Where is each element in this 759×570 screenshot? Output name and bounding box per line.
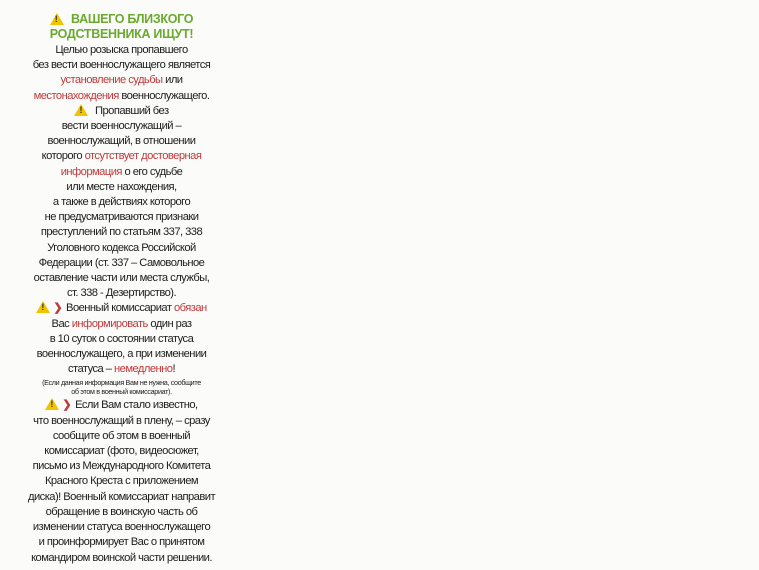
highlight-no-info: отсутствует достоверная — [84, 150, 202, 163]
definition-line: военнослужащий, в отношении — [47, 135, 196, 148]
intro-paragraph — [14, 43, 229, 104]
commissariat-line: статуса – — [67, 363, 115, 376]
captivity-line: что военнослужащий в плену, – сразу — [33, 414, 210, 427]
definition-line: оставление части или места службы, — [33, 272, 210, 285]
definition-line: ст. 338 - Дезертирство). — [66, 287, 177, 300]
warning-icon — [50, 13, 64, 25]
captivity-line: сообщите об этом в военный — [52, 429, 191, 442]
definition-line: Федерации (ст. 337 – Самовольное — [38, 256, 205, 269]
highlight-fate: установление судьбы — [60, 74, 163, 87]
commissariat-line: ! — [172, 363, 176, 376]
commissariat-line: один раз — [147, 317, 192, 330]
captivity-line: комиссариат (фото, видеосюжет, — [44, 445, 199, 458]
captivity-paragraph — [14, 398, 229, 565]
definition-line: которого — [41, 150, 85, 163]
captivity-line: изменении статуса военнослужащего — [32, 521, 211, 534]
highlight-inform: информировать — [71, 317, 148, 330]
highlight-immediately: немедленно — [114, 363, 173, 376]
captivity-line: Если Вам стало известно, — [75, 399, 198, 412]
definition-line: о его судьбе — [121, 165, 183, 178]
highlight-obliged: обязан — [173, 302, 207, 315]
definition-line: Пропавший без — [95, 104, 169, 117]
warning-icon — [74, 104, 88, 116]
definition-paragraph — [14, 104, 229, 302]
definition-line: а также в действиях которого — [52, 196, 191, 209]
highlight-information: информация — [60, 165, 122, 178]
intro-line: военнослужащего. — [118, 89, 210, 102]
arrow-icon: ❯ — [62, 399, 72, 412]
heading-line-1: ВАШЕГО БЛИЗКОГО — [70, 12, 194, 26]
note-line: об этом в военный комиссариат). — [71, 387, 172, 397]
definition-line: Уголовного кодекса Российской — [47, 241, 196, 254]
commissariat-line: Вас — [51, 317, 72, 330]
intro-line: Целью розыска пропавшего — [55, 44, 188, 56]
heading-line-2: РОДСТВЕННИКА ИЩУТ! — [49, 27, 194, 41]
heading — [14, 12, 229, 42]
captivity-line: и проинформирует Вас о принятом — [38, 536, 205, 549]
captivity-line: диска)! Военный комиссариат направит — [27, 490, 216, 503]
commissariat-line: Военный комиссариат — [66, 302, 174, 315]
definition-line: или месте нахождения, — [66, 180, 177, 193]
note-line: (Если данная информация Вам не нужна, сообщите — [42, 378, 201, 388]
captivity-line: обращение в воинскую часть об — [45, 505, 198, 518]
captivity-line: письмо из Международного Комитета — [32, 460, 211, 473]
definition-line: преступлений по статьям 337, 338 — [40, 226, 203, 239]
intro-line: без вести военнослужащего является — [32, 59, 211, 72]
commissariat-line: в 10 суток о состоянии статуса — [49, 332, 194, 345]
commissariat-paragraph — [14, 301, 229, 377]
warning-icon — [45, 398, 59, 410]
warning-icon — [36, 301, 50, 313]
definition-line: вести военнослужащий – — [61, 120, 182, 133]
arrow-icon: ❯ — [53, 302, 63, 315]
commissariat-note — [14, 378, 229, 396]
commissariat-line: военнослужащего, а при изменении — [36, 348, 207, 361]
intro-line: или — [162, 74, 183, 87]
highlight-location: местонахождения — [33, 89, 119, 102]
definition-line: не предусматриваются признаки — [44, 211, 199, 224]
captivity-line: Красного Креста с приложением — [44, 475, 199, 488]
leaflet-column — [14, 12, 229, 566]
captivity-line: командиром воинской части решении. — [31, 551, 212, 564]
